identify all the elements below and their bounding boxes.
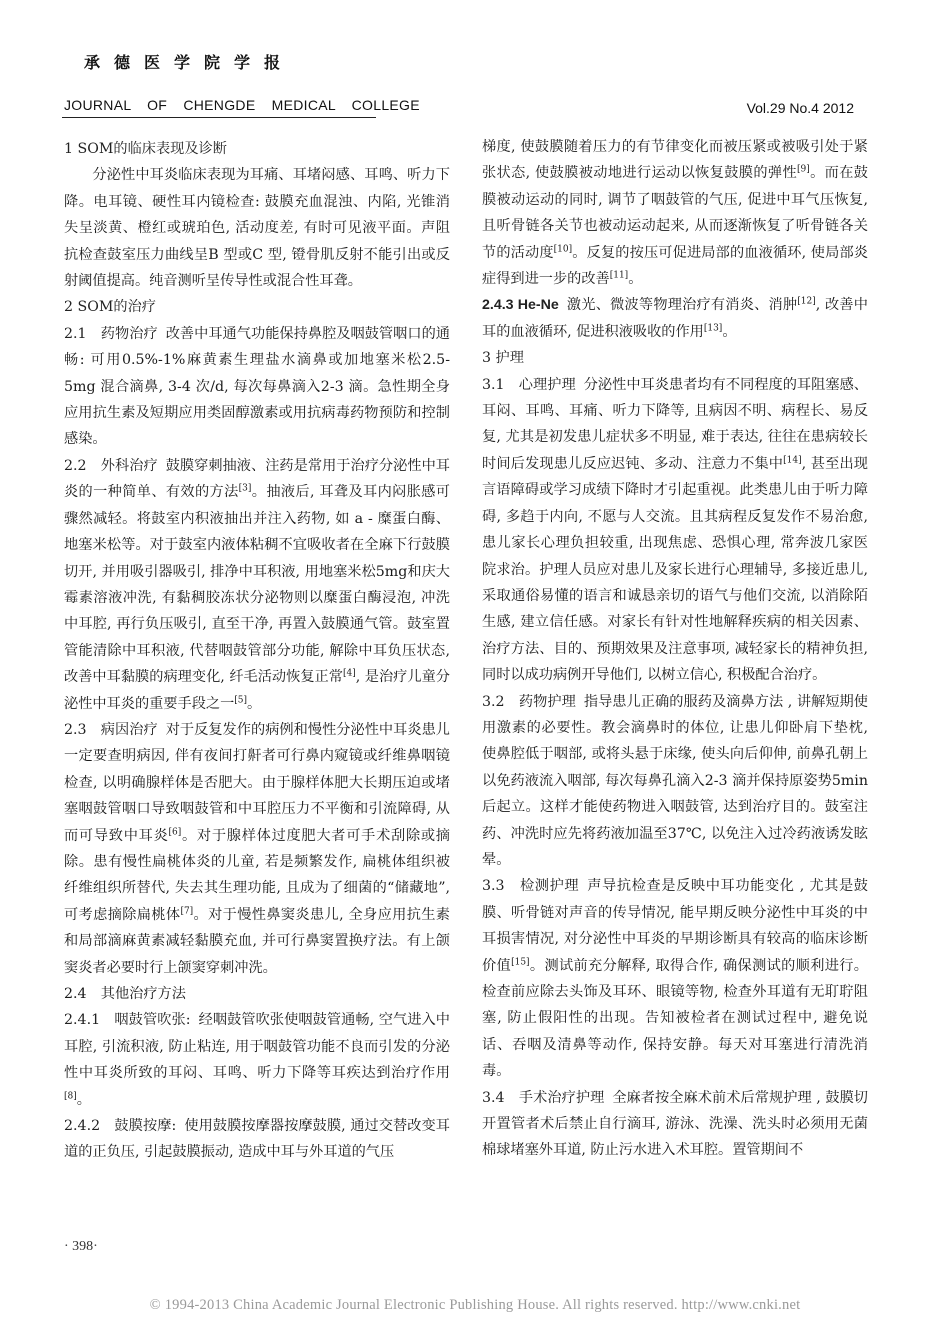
section-2-3-text: 。对于腺样体过度肥大者可手术刮除或摘除。患有慢性扁桃体炎的儿童, 若是频繁发作, 扁桃体组织被纤维组织所替代, 失去其生理功能, 且成为了细菌的“储藏地”, 可考虑摘除扁桃体 [64,827,450,923]
left-column [64,136,450,1166]
section-3-4-label: 3.4 手术治疗护理 [482,1089,605,1106]
section-3-1-paragraph [482,372,868,689]
section-2-4-title: 2.4 其他治疗方法 [64,986,186,1002]
citation: [4] [342,668,356,679]
section-3-1-text: 分泌性中耳炎患者均有不同程度的耳阻塞感、耳闷、耳鸣、耳痛、听力下降等, 且病因不明、病程长、易反复, 尤其是初发患儿症状多不明显, 难于表达, 往往在患病较长时间后发现患儿反应迟钝、多动、注意力不集中 [482,376,868,472]
section-2-4-2-continued [482,134,868,292]
citation: [12] [797,296,816,307]
section-3-4-text: 全麻者按全麻术前术后常规护理 , 鼓膜切开置管者术后禁止自行滴耳, 游泳、洗澡、洗头时必须用无菌棉球堵塞外耳道, 防止污水进入术耳腔。置管期间不 [482,1089,868,1159]
section-2-4-1-text: 。 [76,1091,91,1108]
citation: [8] [64,1090,77,1101]
section-2-4-2-label: 2.4.2 鼓膜按摩: [64,1118,177,1135]
section-3-3-paragraph [482,873,868,1084]
volume-issue: Vol.29 No.4 2012 [746,100,854,116]
section-2-4-3-label: 2.4.3 He-Ne [482,297,559,314]
section-3-2-paragraph [482,689,868,874]
page-number: · 398· [64,1239,98,1254]
citation: [10] [553,243,573,254]
journal-title-en: JOURNAL OF CHENGDE MEDICAL COLLEGE [64,97,420,113]
section-2-2-paragraph [64,453,450,717]
section-3-2-label: 3.2 药物护理 [482,693,576,710]
continued-text: 。反复的按压可促进局部的血液循环, 使局部炎症得到进一步的改善 [482,244,868,288]
section-2-4-2-paragraph [64,1113,450,1166]
section-2-2-text: 鼓膜穿刺抽液、注药是常用于治疗分泌性中耳炎的一种简单、有效的方法 [64,457,450,501]
section-1-title: 1 SOM的临床表现及诊断 [64,141,227,157]
section-3-1-text: , 甚至出现言语障碍或学习成绩下降时才引起重视。此类患儿由于听力障碍, 多趋于内向, 不愿与人交流。且其病程反复发作不易治愈, 患儿家长心理负担较重, 出现焦虑、恐惧心理, 常奔波几家医院求治。护理人员应对患儿及家长进行心理辅导, 多接近患儿, 采取通俗易懂的语言和诚恳亲切的语气与他们交流, 以消除陌生感, 建立信任感。对家长有针对性地解释疾病的相关因素、治疗方法、目的、预期效果及注意事项, 减轻家长的精神负担, 同时以成功病例开导他们, 以树立信心, 积极配合治疗。 [482,455,868,684]
section-2-4-3-text: , 改善中耳的血液循环, 促进积液吸收的作用 [482,297,868,340]
section-2-4-1-paragraph [64,1007,450,1113]
citation: [9] [797,164,810,175]
section-2-3-label: 2.3 病因治疗 [64,721,158,738]
section-3-3-label: 3.3 检测护理 [482,878,580,895]
continued-text: 。 [628,271,643,288]
section-2-2-label: 2.2 外科治疗 [64,457,158,474]
citation: [5] [234,694,248,705]
section-3-3-text: 。测试前充分解释, 取得合作, 确保测试的顺利进行。检查前应除去头饰及耳环、眼镜等物, 检查外耳道有无耵聍阻塞, 防止假阳性的出现。告知被检者在测试过程中, 避免说话、吞咽及清鼻等动作, 保持安静。每天对耳塞进行清洗消毒。 [482,957,868,1080]
section-3-2-text: 指导患儿正确的服药及滴鼻方法 , 讲解短期使用激素的必要性。教会滴鼻时的体位, 让患儿仰卧肩下垫枕, 使鼻腔低于咽部, 或将头悬于床缘, 使头向后仰伸, 前鼻孔朝上以免药液流入咽部, 每次每鼻孔滴入2-3 滴并保持原姿势5min后起立。这样才能使药物进入咽鼓管, 达到治疗目的。鼓室注药、冲洗时应先将药液加温至37℃, 以免注入过冷药液诱发眩晕。 [482,693,868,868]
section-2-3-text: 。对于慢性鼻窦炎患儿, 全身应用抗生素和局部滴麻黄素减轻黏膜充血, 并可行鼻窦置换疗法。有上颌窦炎者必要时行上颌窦穿刺冲洗。 [64,906,450,976]
section-3-3-text: 声导抗检查是反映中耳功能变化 , 尤其是鼓膜、听骨链对声音的传导情况, 能早期反映分泌性中耳炎的中耳损害情况, 对分泌性中耳炎的早期诊断具有较高的临床诊断价值 [482,878,868,974]
citation: [3] [238,483,252,494]
citation: [6] [168,826,182,837]
citation: [13] [703,323,723,334]
continued-text: 。而在鼓膜被动运动的同时, 调节了咽鼓管的气压, 促进中耳气压恢复, 且听骨链各关节也被动运动起来, 从而逐渐恢复了听骨链各关节的活动度 [482,165,868,261]
section-2-4-3-paragraph [482,292,868,345]
section-2-2-text: 。 [247,695,262,712]
section-2-4-3-text: 激光、微波等物理治疗有消炎、消肿 [566,297,798,314]
section-3-4-paragraph [482,1085,868,1164]
section-3-1-label: 3.1 心理护理 [482,376,576,393]
section-2-3-text: 对于反复发作的病例和慢性分泌性中耳炎患儿一定要查明病因, 伴有夜间打鼾者可行鼻内窥镜或纤维鼻咽镜检查, 以明确腺样体是否肥大。由于腺样体肥大长期压迫或堵塞咽鼓管咽口导致咽鼓管和中耳腔压力不平衡和引流障碍, 从而可导致中耳炎 [64,721,450,844]
section-2-title: 2 SOM的治疗 [64,299,156,316]
right-column [482,134,868,1164]
section-2-1-label: 2.1 药物治疗 [64,325,158,342]
section-2-3-paragraph [64,717,450,981]
citation: [15] [511,956,530,967]
section-2-2-text: , 是治疗儿童分泌性中耳炎的重要手段之一 [64,669,450,712]
section-2-4-2-text: 使用鼓膜按摩器按摩鼓膜, 通过交替改变耳道的正负压, 引起鼓膜振动, 造成中耳与外耳道的气压 [64,1118,450,1161]
citation: [14] [783,455,802,466]
section-2-4-1-label: 2.4.1 咽鼓管吹张: [64,1012,191,1029]
section-1-paragraph: 分泌性中耳炎临床表现为耳痛、耳堵闷感、耳鸣、听力下降。电耳镜、硬性耳内镜检查: 鼓膜充血混浊、内陷, 光锥消失呈淡黄、橙红或琥珀色, 活动度差, 有时可见液平面。声阻抗检查鼓室压力曲线呈B 型或C 型, 镫骨肌反射不能引出或反射阈值提高。纯音测听呈传导性或混合性耳聋。 [64,167,450,290]
section-2-4-3-text: 。 [722,323,737,340]
citation: [7] [180,906,194,917]
section-3-title: 3 护理 [482,350,524,367]
continued-text: 梯度, 使鼓膜随着压力的有节律变化而被压紧或被吸引处于紧张状态, 使鼓膜被动地进行运动以恢复鼓膜的弹性 [482,139,868,182]
journal-title-cn: 承德医学院学报 [84,53,295,72]
section-2-2-text: 。抽液后, 耳聋及耳内闷胀感可骤然减轻。将鼓室内积液抽出并注入药物, 如 a - 糜蛋白酶、地塞米松等。对于鼓室内液体粘稠不宜吸收者在全麻下行鼓膜切开, 并用吸引器吸引, 排净中耳积液, 用地塞米松5mg和庆大霉素溶液冲洗, 有黏稠胶冻状分泌物则以糜蛋白酶浸泡, 冲洗中耳腔, 再行负压吸引, 直至干净, 再置入鼓膜通气管。鼓室置管能清除中耳积液, 代替咽鼓管部分功能, 解除中耳负压状态, 改善中耳黏膜的病理变化, 纤毛活动恢复正常 [64,484,450,686]
section-2-4-1-text: 经咽鼓管吹张使咽鼓管通畅, 空气进入中耳腔, 引流积液, 防止粘连, 用于咽鼓管功能不良而引发的分泌性中耳炎所致的耳闷、耳鸣、听力下降等耳疾达到治疗作用 [64,1012,450,1082]
header-rule [62,117,376,118]
copyright-footer: © 1994-2013 China Academic Journal Electronic Publishing House. All rights reserved. http://www.cnki.net [149,1297,801,1313]
citation: [11] [609,270,629,281]
section-2-1-text: 改善中耳通气功能保持鼻腔及咽鼓管咽口的通畅: 可用0.5%-1%麻黄素生理盐水滴鼻或加地塞米松2.5-5mg 混合滴鼻, 3-4 次/d, 每次每鼻滴入2-3 滴。急性期全身应用抗生素及短期应用类固醇激素或用抗病毒药物预防和控制感染。 [64,325,450,448]
section-2-1-paragraph [64,321,450,453]
